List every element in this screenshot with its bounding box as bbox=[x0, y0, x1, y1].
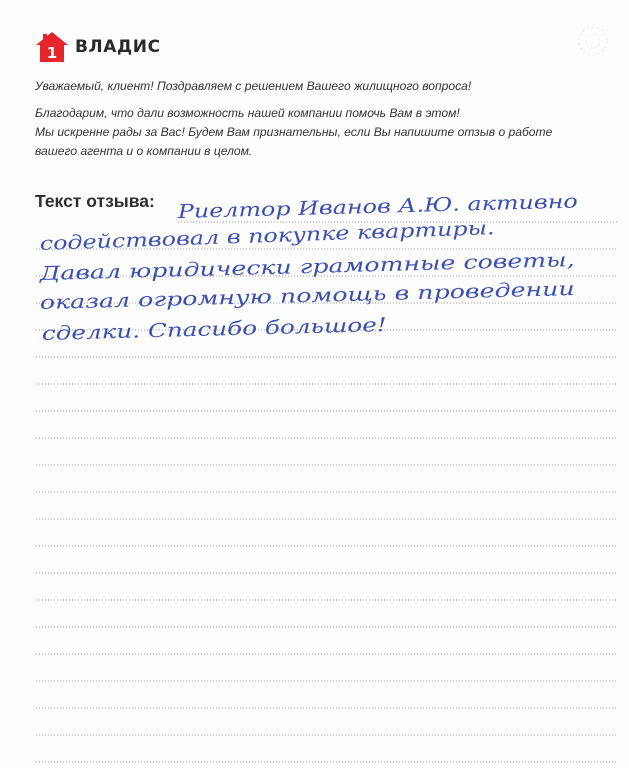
handwritten-line: содействовал в покупке квартиры. bbox=[39, 220, 404, 255]
thanks-line: Благодарим, что дали возможность нашей компании помочь Вам в этом! bbox=[35, 106, 460, 120]
greeting-line: Уважаемый, клиент! Поздравляем с решением Вашего жилищного вопроса! bbox=[35, 79, 472, 93]
review-label: Текст отзыва: bbox=[35, 191, 155, 211]
brand-name: ВЛАДИС bbox=[75, 37, 161, 57]
handwritten-line: оказал огромную помощь в проведении bbox=[39, 281, 443, 314]
handwritten-line: сделки. Спасибо большое! bbox=[41, 316, 308, 345]
handwritten-line: Риелтор Иванов А.Ю. активно bbox=[177, 192, 498, 223]
request-line-continued: вашего агента и о компании в целом. bbox=[35, 144, 253, 158]
handwritten-line: Давал юридически грамотные советы, bbox=[39, 252, 444, 285]
request-line: Мы искренне рады за Вас! Будем Вам признательны, если Вы напишите отзыв о работе bbox=[35, 125, 553, 139]
svg-text:1: 1 bbox=[46, 44, 58, 62]
